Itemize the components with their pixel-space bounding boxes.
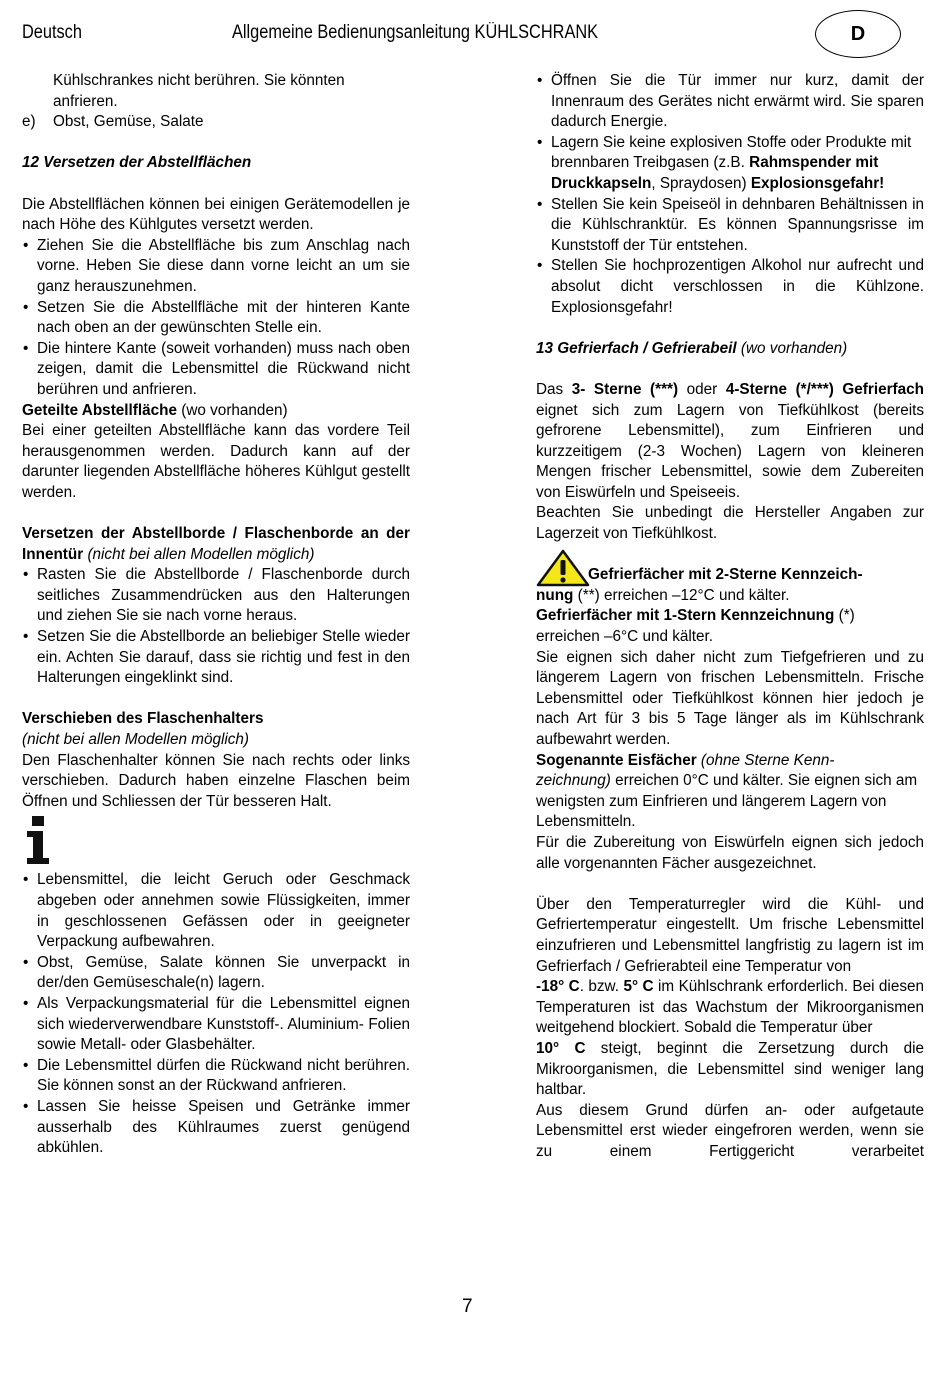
warning-line-2 (536, 586, 924, 607)
header-title: Allgemeine Bedienungsanleitung KÜHLSCHRANK (232, 22, 599, 43)
text: . bzw. (579, 978, 624, 996)
warning-emphasis: nung (536, 586, 574, 604)
list-item: • Stellen Sie kein Speiseöl in dehnbaren Behältnissen in die Kühlschranktür. Es können Spannungsrisse im Kunststoff der Tür entstehen. (536, 195, 924, 257)
language-badge (815, 10, 901, 58)
text: oder (678, 380, 726, 398)
four-star-label: 4-Sterne (*/***) Gefrierfach (725, 380, 924, 398)
header-language: Deutsch (22, 22, 82, 43)
list-item: • Rasten Sie die Abstellborde / Flaschenborde durch seitliches Zusammendrücken aus den Halterungen und ziehen Sie sie nach vorne heraus. (22, 565, 410, 627)
ice-compartment-label: Sogenannte Eisfächer (536, 751, 697, 769)
freezer-suitability-text: Sie eignen sich daher nicht zum Tiefgefrieren und zu längerem Lagern von frischen Lebensmitteln. Frische Lebensmittel oder Tiefkühlkost können hier jedoch je nach Art für 3 bis 5 Tage länger als im Kühlschrank aufbewahrt werden. (536, 648, 924, 748)
list-item-text: , Spraydosen) (651, 174, 751, 192)
list-item-emphasis: Rahmspender mit Druckkapseln (551, 154, 879, 192)
list-item: • Setzen Sie die Abstellfläche mit der hinteren Kante nach oben an der gewünschten Stelle ein. (22, 298, 410, 339)
bottle-holder-heading (22, 709, 410, 730)
section-13-heading: 13 Gefrierfach / Gefrierabeil (536, 339, 737, 357)
warning-block (536, 565, 924, 586)
list-item: • Setzen Sie die Abstellborde an beliebiger Stelle wieder ein. Achten Sie darauf, dass sie richtig und fest in den Halterungen eingeklinkt sind. (22, 627, 410, 689)
warning-triangle-icon (536, 549, 590, 587)
page-number: 7 (462, 1296, 473, 1317)
threshold-temperature: 10° C (536, 1039, 586, 1057)
split-shelf-text: Bei einer geteilten Abstellfläche kann das vordere Teil herausgenommen werden. Dadurch kann auf der darunter liegenden Abstellfläche höheres Kühlgut gestellt werden. (22, 422, 410, 501)
list-item: • Obst, Gemüse, Salate können Sie unverpackt in der/den Gemüseschale(n) lagern. (22, 953, 410, 994)
bottle-holder-note (22, 730, 410, 751)
warning-line-4: erreichen –6°C und kälter. (536, 628, 714, 646)
list-item (536, 133, 924, 195)
text: zeichnung) (536, 772, 611, 790)
freezer-temperature: -18° C (536, 978, 580, 996)
list-item: • Lebensmittel, die leicht Geruch oder Geschmack abgeben oder annehmen sowie Flüssigkeiten, immer in geschlossenen Gefässen oder in geeigneter Verpackung aufbewahren. (22, 870, 410, 952)
temperature-intro: Über den Temperaturregler wird die Kühl- und Gefriertemperatur eingestellt. Um frische Lebensmittel einzufrieren und Lebensmittel langfristig zu lagern ist im Gefrierfach / Gefrierabteil eine Temperatur von (536, 895, 924, 975)
safety-bullets (536, 71, 924, 318)
list-item: • Stellen Sie hochprozentigen Alkohol nur aufrecht und absolut dicht verschlossen in die Kühlzone. Explosionsgefahr! (536, 256, 924, 318)
text: erreichen 0°C und kälter. Sie eignen sich am wenigsten zum Einfrieren und längerem Lagern von Lebensmitteln. (536, 772, 918, 831)
door-shelf-bullets (22, 565, 410, 689)
list-item: • Die hintere Kante (soweit vorhanden) muss nach oben zeigen, damit die Lebensmittel die Rückwand nicht berühren und anfrieren. (22, 339, 410, 401)
warning-line-3 (536, 606, 924, 627)
three-star-label: 3- Sterne (***) (571, 380, 679, 398)
temperature-threshold (536, 1039, 924, 1101)
storage-time-note: Beachten Sie unbedingt die Hersteller Angaben zur Lagerzeit von Tiefkühlkost. (536, 504, 924, 543)
right-column (536, 71, 924, 1162)
explosion-warning: Explosionsgefahr! (750, 174, 885, 192)
refreeze-note: Aus diesem Grund dürfen an- oder aufgetaute Lebensmittel erst wieder eingefroren werden, wenn sie zu einem Fertiggericht verarbeitet (536, 1101, 924, 1160)
section-12-bullets (22, 236, 410, 401)
fridge-temperature: 5° C (623, 978, 654, 996)
warning-line-1-text: Gefrierfächer mit 2-Sterne Kennzeich- (588, 566, 863, 584)
list-item: • Öffnen Sie die Tür immer nur kurz, damit der Innenraum des Gerätes nicht erwärmt wird. Sie sparen dadurch Energie. (536, 71, 924, 133)
split-shelf-heading-line (22, 401, 410, 422)
list-item-e-text: Obst, Gemüse, Salate (53, 113, 204, 131)
bottle-holder-text: Den Flaschenhalter können Sie nach rechts oder links verschieben. Dadurch haben einzelne Flaschen beim Öffnen und Schliessen der Tür besseren Halt. (22, 751, 410, 810)
bottle-holder-heading-text: Verschieben des Flaschenhalters (22, 710, 264, 728)
text: (ohne Sterne Kenn- (696, 751, 835, 769)
ice-compartment-line-1 (536, 751, 924, 772)
door-shelf-note: (nicht bei allen Modellen möglich) (87, 545, 315, 563)
ice-compartment-text (536, 771, 924, 833)
split-shelf-heading: Geteilte Abstellfläche (22, 401, 178, 419)
continued-line: Kühlschrankes nicht berühren. Sie könnten (53, 72, 345, 89)
bottle-holder-note-text: (nicht bei allen Modellen möglich) (22, 731, 250, 748)
text: im Kühlschrank erforderlich. Bei diesen Temperaturen ist das Wachstum der Mikroorganismen weitgehend blockiert. Sobald die Temperatur über (536, 978, 925, 1037)
list-item-e (22, 112, 410, 133)
door-shelf-heading-block (22, 524, 410, 565)
section-13-heading-line (536, 339, 924, 360)
section-12-heading: 12 Versetzen der Abstellflächen (22, 154, 252, 172)
warning-emphasis: Gefrierfächer mit 1-Stern Kennzeichnung (536, 607, 835, 625)
list-item-text: Lagern Sie keine explosiven Stoffe oder Produkte mit brennbaren Treibgasen (z.B. (551, 133, 912, 172)
freezer-intro (536, 380, 924, 504)
temperature-values (536, 977, 924, 1039)
split-shelf-note: (wo vorhanden) (181, 401, 288, 419)
text: eignet sich zum Lagern von Tiefkühlkost (bereits gefrorene Lebensmittel), zum Einfrieren und kurzzeitigem (2-3 Wochen) Lagern von kleineren Mengen frischer Lebensmittel, sowie dem Zubereiten von Eiswürfeln und Speiseeis. (536, 401, 924, 501)
storage-tips-bullets (22, 870, 410, 1158)
continued-line: anfrieren. (53, 92, 118, 110)
list-item: • Als Verpackungsmaterial für die Lebensmittel eignen sich wiederverwendbare Kunststoff-. Aluminium- Folien sowie Metall- oder Glasbehälter. (22, 994, 410, 1056)
left-column (22, 71, 410, 1159)
language-badge-label: D (850, 22, 866, 45)
text: (**) erreichen –12°C und kälter. (573, 586, 790, 604)
section-12-intro: Die Abstellflächen können bei einigen Gerätemodellen je nach Höhe des Kühlgutes versetzt werden. (22, 195, 410, 234)
list-item: • Ziehen Sie die Abstellfläche bis zum Anschlag nach vorne. Heben Sie diese dann vorne leicht an um sie ganz herauszunehmen. (22, 236, 410, 298)
list-item: • Lassen Sie heisse Speisen und Getränke immer ausserhalb des Kühlraumes zuerst genügend abkühlen. (22, 1097, 410, 1159)
section-13-note: (wo vorhanden) (740, 339, 848, 357)
list-item: • Die Lebensmittel dürfen die Rückwand nicht berühren. Sie können sonst an der Rückwand anfrieren. (22, 1056, 410, 1097)
text: steigt, beginnt die Zersetzung durch die Mikroorganismen, die Lebensmittel sind weniger lang haltbar. (536, 1039, 924, 1099)
text: Das (536, 380, 572, 398)
door-shelf-heading: Versetzen der Abstellborde / Flaschenborde an der Innentür (22, 525, 410, 563)
text: (*) (834, 607, 855, 625)
warning-line-1 (536, 565, 924, 586)
ice-cube-note: Für die Zubereitung von Eiswürfeln eignen sich jedoch alle vorgenannten Fächer ausgezeichnet. (536, 833, 924, 872)
list-item-e-label: e) (22, 113, 36, 131)
info-icon (26, 816, 50, 864)
